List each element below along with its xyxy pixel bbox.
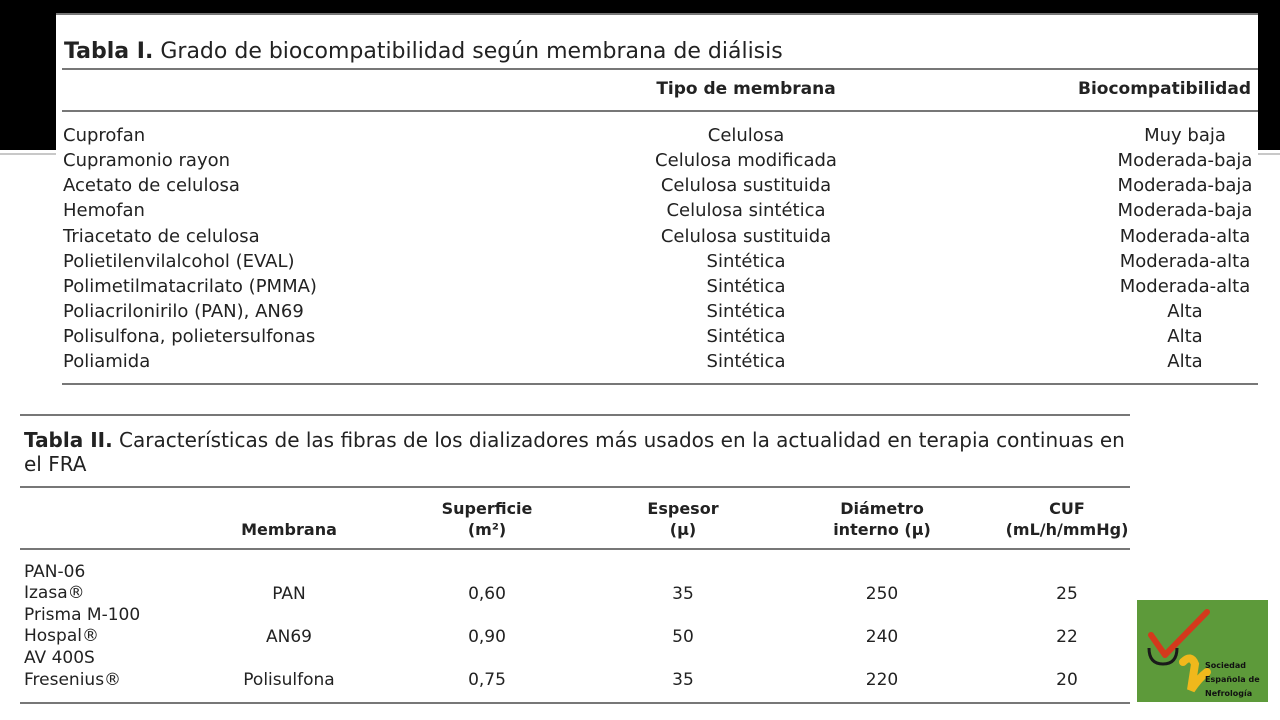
membrane-name: Hemofan	[63, 200, 145, 221]
table-2-caption: Características de las fibras de los dializadores más usados en la actualidad en terapia continuas en el FRA	[24, 428, 1125, 476]
table-row	[56, 326, 1258, 351]
dialyzer-maker: Izasa®	[24, 583, 85, 603]
table-row	[56, 276, 1258, 301]
dialyzer-name: Prisma M-100	[24, 605, 141, 625]
diameter-cell: 220	[865, 670, 899, 690]
header-espesor-line1: Espesor	[647, 499, 719, 518]
table-1-header-rule	[62, 110, 1258, 112]
header-diametro-line1: Diámetro	[840, 499, 924, 518]
table-2-label: Tabla II.	[24, 428, 113, 452]
table-2-title-rule	[20, 486, 1130, 488]
header-cuf-line2: (mL/h/mmHg)	[1005, 520, 1129, 539]
table-row	[56, 125, 1258, 150]
table-2-header-rule	[20, 548, 1130, 550]
header-superficie-line1: Superficie	[441, 499, 533, 518]
biocompatibility: Moderada-baja	[1117, 175, 1253, 196]
biocompatibility: Moderada-alta	[1119, 276, 1251, 297]
table-2-bottom-rule	[20, 702, 1130, 704]
membrane-type: Sintética	[706, 301, 786, 322]
membrane-type: Sintética	[706, 276, 786, 297]
table-1-title-rule	[62, 68, 1258, 70]
table-1-label: Tabla I.	[64, 39, 154, 64]
table-1-top-rule	[56, 13, 1258, 15]
table-row	[56, 175, 1258, 200]
membrane-name: Acetato de celulosa	[63, 175, 240, 196]
table-row	[56, 150, 1258, 175]
table-row	[56, 200, 1258, 225]
membrane-type: Celulosa modificada	[655, 150, 837, 171]
thickness-cell: 35	[672, 584, 694, 604]
membrane-type: Sintética	[706, 251, 786, 272]
biocompatibility: Moderada-alta	[1119, 251, 1251, 272]
surface-cell: 0,60	[468, 584, 506, 604]
biocompatibility: Moderada-baja	[1117, 150, 1253, 171]
membrane-type: Sintética	[706, 351, 786, 372]
logo-line-2: Española de	[1205, 675, 1260, 684]
diameter-cell: 240	[865, 627, 899, 647]
membrane-name: Polimetilmatacrilato (PMMA)	[63, 276, 317, 297]
slide-rule-right	[1258, 153, 1280, 155]
membrane-type: Celulosa	[707, 125, 785, 146]
slide-rule-left	[0, 153, 56, 155]
membrane-type: Sintética	[706, 326, 786, 347]
header-superficie	[442, 498, 533, 540]
table-2-top-rule	[20, 414, 1130, 416]
membrane-type: Celulosa sintética	[666, 200, 826, 221]
thickness-cell: 35	[672, 670, 694, 690]
header-superficie-line2: (m²)	[467, 520, 507, 539]
header-espesor	[647, 498, 718, 540]
cuf-cell: 22	[1056, 627, 1078, 647]
dialyzer-name: AV 400S	[24, 648, 95, 668]
membrane-type: Celulosa sustituida	[660, 175, 832, 196]
membrane-name: Polietilenvilalcohol (EVAL)	[63, 251, 295, 272]
header-tipo-membrana: Tipo de membrana	[656, 79, 836, 99]
cuf-cell: 25	[1056, 584, 1078, 604]
table-1-bottom-rule	[62, 383, 1258, 385]
thickness-cell: 50	[672, 627, 694, 647]
membrane-name: Triacetato de celulosa	[63, 226, 260, 247]
biocompatibility: Moderada-alta	[1119, 226, 1251, 247]
table-2-title	[24, 428, 1128, 476]
table-1-title	[64, 39, 783, 64]
table-2	[20, 414, 1130, 714]
header-cuf	[1006, 498, 1129, 540]
membrane-cell: Polisulfona	[243, 670, 335, 690]
diameter-cell: 250	[865, 584, 899, 604]
biocompatibility: Moderada-baja	[1117, 200, 1253, 221]
logo-line-3: Nefrología	[1205, 689, 1253, 698]
checkmark-logo-icon	[1137, 600, 1268, 702]
logo-line-1: Sociedad	[1205, 661, 1247, 670]
cuf-cell: 20	[1056, 670, 1078, 690]
table-row	[56, 251, 1258, 276]
dialyzer-name: PAN-06	[24, 562, 86, 582]
membrane-cell: AN69	[266, 627, 312, 647]
dialyzer-maker: Fresenius®	[24, 670, 122, 690]
membrane-name: Polisulfona, polietersulfonas	[63, 326, 316, 347]
biocompatibility: Muy baja	[1144, 125, 1226, 146]
surface-cell: 0,90	[468, 627, 506, 647]
biocompatibility: Alta	[1167, 326, 1203, 347]
table-row	[56, 351, 1258, 376]
sen-logo	[1137, 600, 1268, 702]
header-espesor-line2: (μ)	[669, 520, 697, 539]
membrane-name: Poliamida	[63, 351, 151, 372]
surface-cell: 0,75	[468, 670, 506, 690]
biocompatibility: Alta	[1167, 351, 1203, 372]
header-biocompatibilidad: Biocompatibilidad	[1078, 79, 1251, 99]
membrane-type: Celulosa sustituida	[660, 226, 832, 247]
membrane-name: Cupramonio rayon	[63, 150, 231, 171]
membrane-name: Cuprofan	[63, 125, 146, 146]
table-1-caption: Grado de biocompatibilidad según membrana de diálisis	[160, 39, 783, 64]
header-membrana: Membrana	[241, 520, 337, 539]
header-cuf-line1: CUF	[1049, 499, 1085, 518]
dialyzer-maker: Hospal®	[24, 626, 99, 646]
table-row	[56, 301, 1258, 326]
header-diametro	[833, 498, 931, 540]
table-row	[56, 226, 1258, 251]
biocompatibility: Alta	[1167, 301, 1203, 322]
membrane-cell: PAN	[272, 584, 306, 604]
header-diametro-line2: interno (μ)	[833, 520, 931, 539]
membrane-name: Poliacrilonirilo (PAN), AN69	[63, 301, 304, 322]
table-1	[56, 13, 1258, 393]
